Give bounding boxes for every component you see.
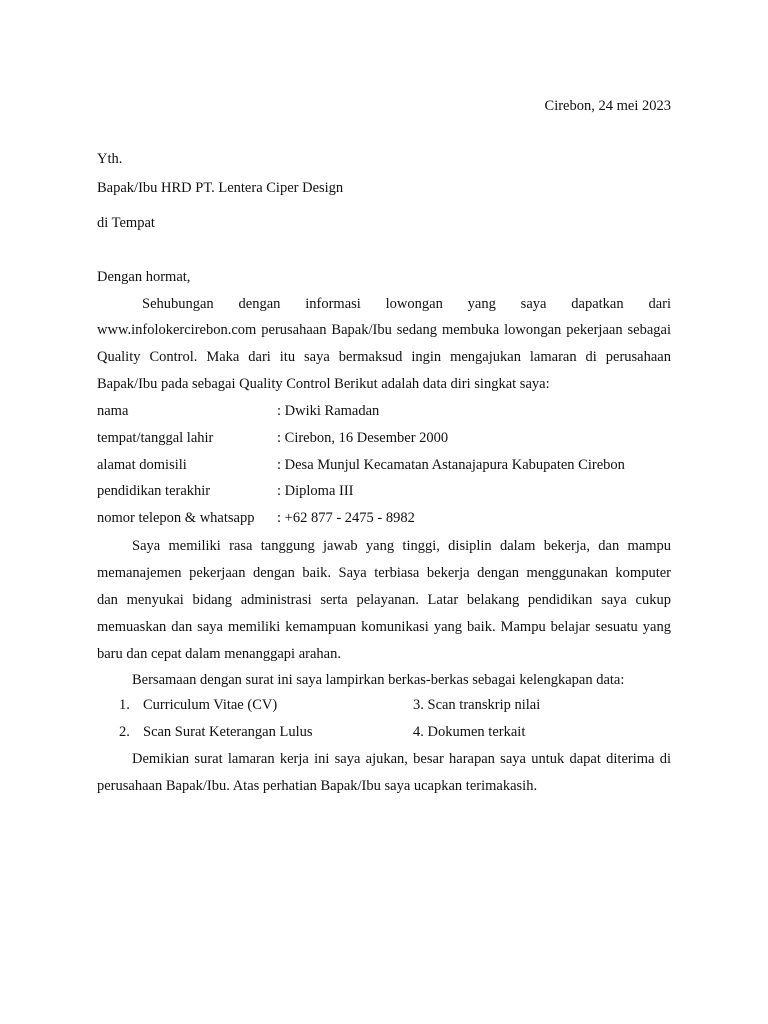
field-label: alamat domisili: [97, 457, 187, 473]
field-label: nama: [97, 403, 129, 419]
field-value: : Dwiki Ramadan: [277, 403, 380, 419]
list-number: 2.: [119, 724, 130, 740]
intro-line: Quality Control. Maka dari itu saya bermaksud ingin mengajukan lamaran di perusahaan: [97, 349, 671, 365]
body-line: dan menyukai bidang administrasi serta pelayanan. Latar belakang pendidikan saya cukup: [97, 592, 671, 608]
list-item: Curriculum Vitae (CV): [143, 697, 278, 713]
letter-date: Cirebon, 24 mei 2023: [544, 98, 671, 114]
field-label: pendidikan terakhir: [97, 483, 211, 499]
closing-line: perusahaan Bapak/Ibu. Atas perhatian Bapak/Ibu saya ucapkan terimakasih.: [97, 778, 538, 794]
body-line: baru dan cepat dalam menanggapi arahan.: [97, 646, 341, 662]
field-label: nomor telepon & whatsapp: [97, 510, 255, 526]
field-value: : Cirebon, 16 Desember 2000: [277, 430, 449, 446]
intro-line: Sehubungan dengan informasi lowongan yang saya dapatkan dari: [142, 296, 671, 312]
intro-line: www.infolokercirebon.com perusahaan Bapak/Ibu sedang membuka lowongan pekerjaan sebagai: [97, 322, 671, 338]
body-line: memuaskan dan saya memiliki kemampuan komunikasi yang baik. Mampu belajar sesuatu yang: [97, 619, 671, 635]
field-value: : +62 877 - 2475 - 8982: [277, 510, 415, 526]
intro-line: Bapak/Ibu pada sebagai Quality Control Berikut adalah data diri singkat saya:: [97, 376, 550, 392]
list-item: Scan Surat Keterangan Lulus: [143, 724, 313, 740]
closing-line: Demikian surat lamaran kerja ini saya ajukan, besar harapan saya untuk dapat diterima di: [132, 751, 671, 767]
field-value: : Diploma III: [277, 483, 354, 499]
recipient-yth: Yth.: [97, 151, 123, 167]
body-line: Saya memiliki rasa tanggung jawab yang tinggi, disiplin dalam bekerja, dan mampu: [132, 538, 671, 554]
attachments-intro: Bersamaan dengan surat ini saya lampirkan berkas-berkas sebagai kelengkapan data:: [132, 672, 625, 688]
field-value: : Desa Munjul Kecamatan Astanajapura Kabupaten Cirebon: [277, 457, 625, 473]
body-line: memanajemen pekerjaan dengan baik. Saya terbiasa bekerja dengan menggunakan komputer: [97, 565, 671, 581]
field-label: tempat/tanggal lahir: [97, 430, 214, 446]
list-item: 4. Dokumen terkait: [413, 724, 526, 740]
recipient-name: Bapak/Ibu HRD PT. Lentera Ciper Design: [97, 180, 344, 196]
list-item: 3. Scan transkrip nilai: [413, 697, 541, 713]
list-number: 1.: [119, 697, 130, 713]
salutation: Dengan hormat,: [97, 269, 191, 285]
recipient-place: di Tempat: [97, 215, 155, 231]
